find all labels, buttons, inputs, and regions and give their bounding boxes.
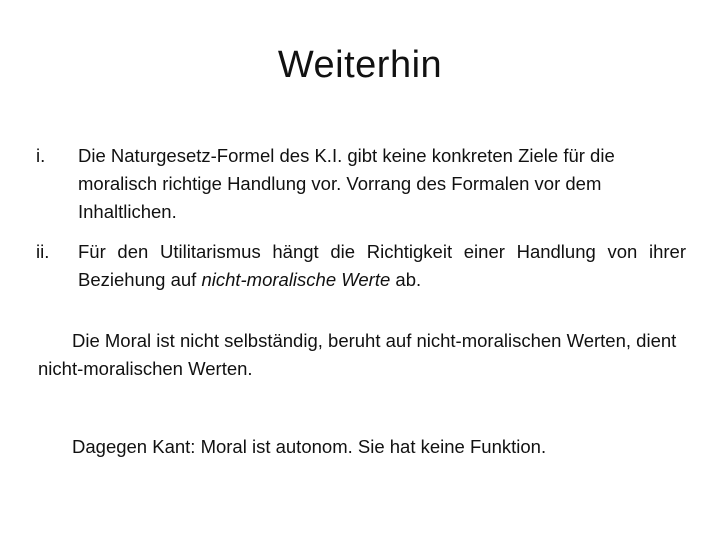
emphasized-term: nicht-moralische Werte	[201, 269, 391, 290]
list-item-i	[36, 142, 686, 226]
list-item-text	[78, 238, 686, 294]
text-segment: Für den Utilitarismus hängt die Richtigkeit einer Handlung von ihrer Beziehung auf	[78, 241, 686, 290]
conclusion-paragraph: Dagegen Kant: Moral ist autonom. Sie hat keine Funktion.	[72, 435, 547, 457]
slide-title: Weiterhin	[277, 44, 443, 86]
list-marker: ii.	[36, 241, 50, 262]
list-item-ii	[36, 238, 686, 294]
body-paragraph: Die Moral ist nicht selbständig, beruht auf nicht-moralischen Werten, dient nicht-moralischen Werten.	[38, 329, 677, 379]
list-marker: i.	[36, 145, 46, 166]
text-segment: ab.	[390, 269, 422, 290]
list-item-text: Die Naturgesetz-Formel des K.I. gibt keine konkreten Ziele für die moralisch richtige Handlung vor. Vorrang des Formalen vor dem Inhaltlichen.	[78, 145, 615, 222]
